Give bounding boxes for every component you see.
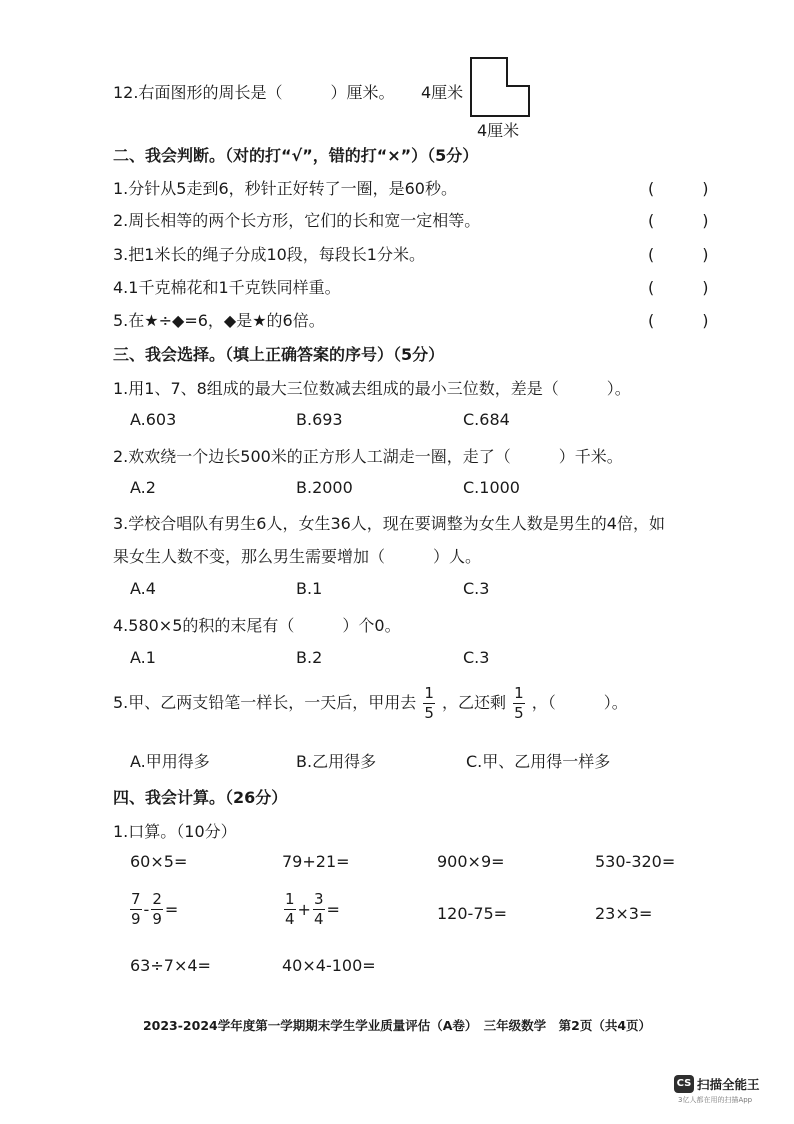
calc-item: 40×4-100= <box>282 956 376 975</box>
calc-item: 60×5= <box>130 852 188 871</box>
camscanner-logo-icon: CS <box>674 1075 694 1093</box>
option-a: A.甲用得多 <box>130 752 210 771</box>
option-c: C.3 <box>463 579 490 598</box>
section-3-heading: 三、我会选择。（填上正确答案的序号）（5分） <box>113 345 445 364</box>
option-c: C.甲、乙用得一样多 <box>466 752 611 771</box>
q5-text-part3: ，（ ）。 <box>531 693 628 712</box>
calc-item: 530-320= <box>595 852 676 871</box>
option-b: B.2 <box>296 648 323 667</box>
scanner-watermark <box>674 1073 760 1104</box>
section-4-heading: 四、我会计算。（26分） <box>113 788 288 807</box>
option-a: A.2 <box>130 478 156 497</box>
calc-item: 23×3= <box>595 904 653 923</box>
fraction-denominator: 9 <box>152 910 162 928</box>
calc-item: 63÷7×4= <box>130 956 211 975</box>
operator: + <box>297 900 311 919</box>
option-b: B.1 <box>296 579 323 598</box>
choice-q5 <box>113 686 628 721</box>
option-a: A.603 <box>130 410 177 429</box>
calc-item: 79+21= <box>282 852 350 871</box>
section-2-heading: 二、我会判断。（对的打“√”，错的打“×”）（5分） <box>113 146 479 165</box>
figure-bottom-label: 4厘米 <box>477 121 520 140</box>
l-shape-figure <box>469 56 533 120</box>
option-c: C.3 <box>463 648 490 667</box>
option-b: B.2000 <box>296 478 353 497</box>
fraction-numerator: 1 <box>285 890 295 908</box>
choice-q1: 1.用1、7、8组成的最大三位数减去组成的最小三位数，差是（ ）。 <box>113 379 631 398</box>
judge-item-4: 4.1千克棉花和1千克铁同样重。 <box>113 278 341 297</box>
operator: - <box>143 900 150 919</box>
option-a: A.4 <box>130 579 156 598</box>
fraction-numerator: 2 <box>152 890 162 908</box>
fraction-denominator: 9 <box>131 910 141 928</box>
answer-bracket: ( ) <box>648 311 709 330</box>
equals-sign: = <box>326 900 340 919</box>
q5-text-part1: 5.甲、乙两支铅笔一样长，一天后，甲用去 <box>113 693 417 712</box>
fraction-one-fifth <box>423 686 435 721</box>
question-12: 12.右面图形的周长是（ ）厘米。 <box>113 83 395 102</box>
option-c: C.684 <box>463 410 510 429</box>
option-b: B.693 <box>296 410 343 429</box>
judge-item-5: 5.在★÷◆=6，◆是★的6倍。 <box>113 311 325 330</box>
answer-bracket: ( ) <box>648 211 709 230</box>
choice-q4: 4.580×5的积的末尾有（ ）个0。 <box>113 616 401 635</box>
judge-item-3: 3.把1米长的绳子分成10段，每段长1分米。 <box>113 245 425 264</box>
fraction-numerator: 1 <box>424 684 434 702</box>
calc-item-fraction-subtract <box>128 892 178 927</box>
fraction-one-fifth <box>513 686 525 721</box>
fraction-denominator: 4 <box>285 910 295 928</box>
fraction-numerator: 1 <box>514 684 524 702</box>
page-footer: 2023-2024学年度第一学期期末学生学业质量评估（A卷） 三年级数学 第2页（共4页） <box>142 1018 652 1033</box>
option-c: C.1000 <box>463 478 520 497</box>
fraction <box>313 892 325 927</box>
answer-bracket: ( ) <box>648 179 709 198</box>
mental-math-subheading: 1.口算。（10分） <box>113 822 237 841</box>
option-a: A.1 <box>130 648 156 667</box>
fraction-denominator: 4 <box>313 910 324 928</box>
calc-item: 120-75= <box>437 904 508 923</box>
choice-q3-line1: 3.学校合唱队有男生6人，女生36人，现在要调整为女生人数是男生的4倍，如 <box>113 514 665 533</box>
q5-text-part2: ，乙还剩 <box>442 693 507 712</box>
answer-bracket: ( ) <box>648 278 709 297</box>
choice-q2: 2.欢欢绕一个边长500米的正方形人工湖走一圈，走了（ ）千米。 <box>113 447 623 466</box>
option-b: B.乙用得多 <box>296 752 377 771</box>
judge-item-2: 2.周长相等的两个长方形，它们的长和宽一定相等。 <box>113 211 481 230</box>
fraction-numerator: 3 <box>313 890 324 908</box>
choice-q3-line2: 果女生人数不变，那么男生需要增加（ ）人。 <box>113 547 482 566</box>
calc-item-fraction-add <box>282 892 340 927</box>
figure-left-label: 4厘米 <box>421 83 464 102</box>
calc-item: 900×9= <box>437 852 505 871</box>
answer-bracket: ( ) <box>648 245 709 264</box>
fraction-numerator: 7 <box>131 890 141 908</box>
fraction-denominator: 5 <box>424 704 434 722</box>
judge-item-1: 1.分针从5走到6，秒针正好转了一圈，是60秒。 <box>113 179 457 198</box>
equals-sign: = <box>164 900 179 919</box>
fraction <box>284 892 296 927</box>
fraction <box>130 892 142 927</box>
watermark-tagline: 3亿人都在用的扫描App <box>678 1096 753 1104</box>
fraction-denominator: 5 <box>514 704 524 722</box>
watermark-name: 扫描全能王 <box>697 1076 760 1092</box>
fraction <box>151 892 163 927</box>
